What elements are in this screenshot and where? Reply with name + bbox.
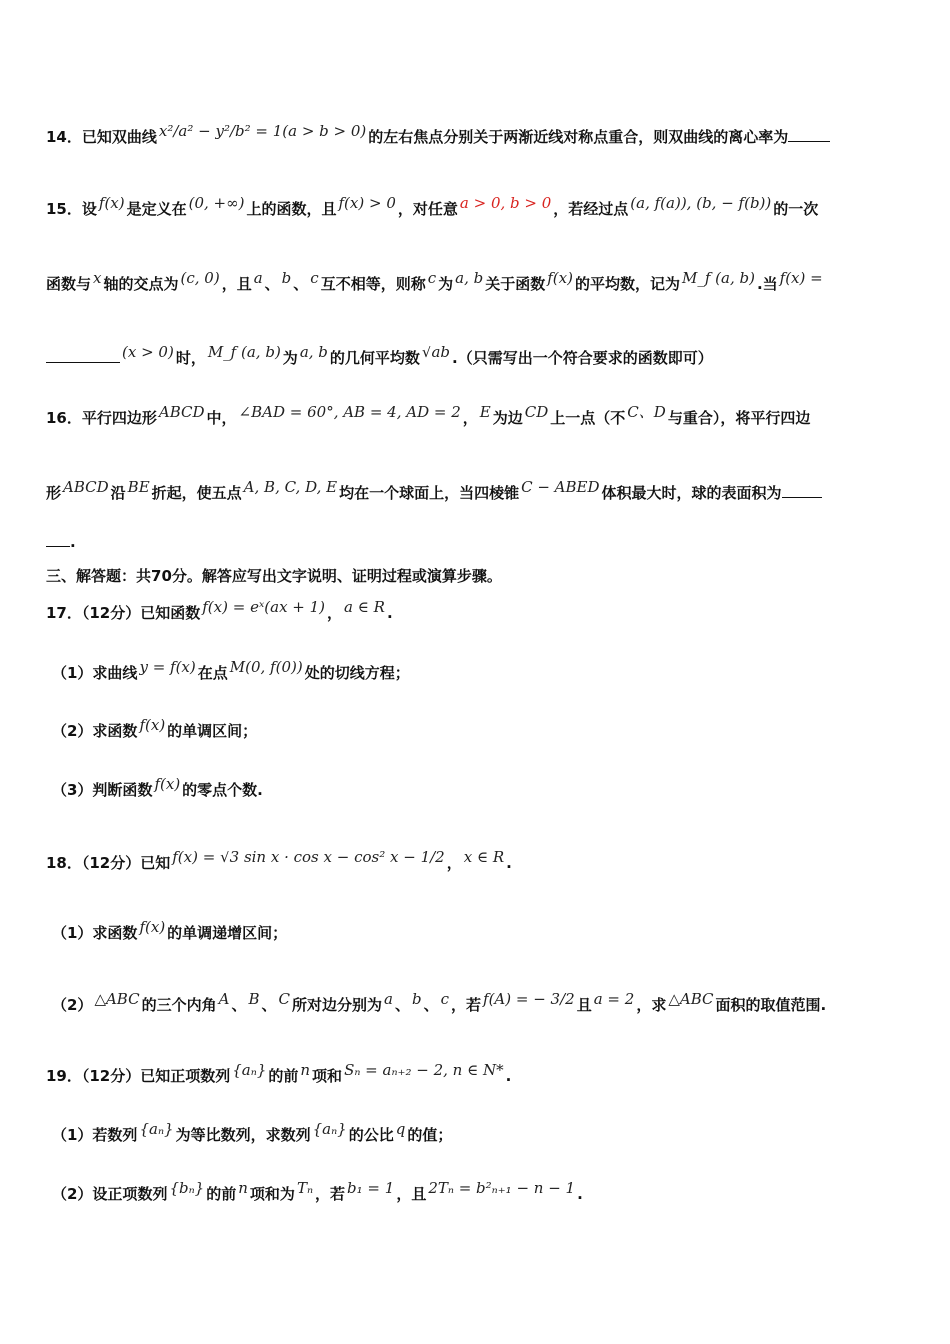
problem-text: 沿 [110,484,126,502]
problem-text: 、 [293,275,309,293]
problem-text: 的三个内角 [141,996,217,1014]
math-expression: △ABC [94,993,140,1008]
math-expression: A [218,993,230,1008]
math-expression: ABCD [158,406,205,421]
problem-text: 的几何平均数 [329,349,420,367]
math-expression: n [238,1182,248,1197]
problem-text: 为等比数列，求数列 [175,1126,311,1144]
math-expression: M_f (a, b) [681,272,755,287]
math-expression: B [248,993,260,1008]
problem-text: 折起，使五点 [151,484,242,502]
problem-text: （1）若数列 [52,1126,138,1144]
math-expression: (x > 0) [122,346,174,361]
math-expression: ABCD [63,481,109,496]
problem-text: 面积的取值范围. [715,996,827,1014]
problem-text: 轴的交点为 [103,275,179,293]
math-expression: q [395,1123,406,1138]
math-expression: n [300,1064,311,1079]
problem-19-part-1 [52,1123,922,1147]
problem-16-line-2 [46,481,916,505]
problem-18-part-1 [52,921,922,945]
problem-text: 是定义在 [126,200,187,218]
problem-text: 函数与 [46,275,92,293]
problem-18-part-2 [52,993,922,1017]
problem-text: . [506,854,512,872]
problem-number: 15． [46,200,82,218]
problem-text: ， [327,604,343,622]
math-expression: a = 2 [593,993,635,1008]
problem-text: ， [446,854,462,872]
problem-text: 项和为 [249,1185,295,1203]
problem-text: （2）设正项数列 [52,1185,168,1203]
math-expression: a [253,272,263,287]
math-expression: ∠BAD = 60°, AB = 4, AD = 2 [238,406,461,421]
math-expression: b₁ = 1 [347,1182,395,1197]
problem-text: （12分）已知函数 [81,604,201,622]
problem-15-line-1 [46,197,916,221]
problem-text: . [70,533,76,551]
math-expression: √ab [421,346,451,361]
math-expression: C、D [627,406,666,421]
math-expression: f(x) [139,719,166,734]
problem-text: ，若 [315,1185,346,1203]
problem-text: 处的切线方程； [304,664,410,682]
math-expression: △ABC [668,993,714,1008]
answer-blank [782,483,822,498]
problem-text: 、 [394,996,410,1014]
math-expression: x ∈ R [463,851,505,866]
math-expression: x [93,272,102,287]
problem-number: 14． [46,128,82,146]
problem-16-line-3 [46,530,916,554]
math-expression: BE [127,481,150,496]
problem-text: 且 [576,996,592,1014]
problem-text: 互不相等，则称 [320,275,426,293]
problem-text: 、 [231,996,247,1014]
problem-text: ，对任意 [397,200,458,218]
math-expression: C [278,993,290,1008]
math-expression: M(0, f(0)) [229,661,303,676]
problem-text: 、 [261,996,277,1014]
problem-text: （3）判断函数 [52,781,153,799]
problem-15-line-3 [46,346,916,370]
math-expression: CD [524,406,549,421]
problem-text: 均在一个球面上，当四棱锥 [339,484,520,502]
problem-19-part-2 [52,1182,922,1206]
math-expression: a, b [455,272,484,287]
problem-number: 19． [46,1067,82,1085]
math-expression: {aₙ} [312,1123,347,1138]
math-expression: Sₙ = aₙ₊₂ − 2, n ∈ N* [344,1064,504,1079]
math-expression: {aₙ} [139,1123,174,1138]
math-expression: a ∈ R [344,601,385,616]
problem-text: ，若 [451,996,482,1014]
problem-text: （1）求曲线 [52,664,138,682]
math-expression: f(A) = − 3/2 [483,993,575,1008]
hyperbola-equation: x²/a² − y²/b² = 1(a > b > 0) [158,125,367,140]
problem-number: 18． [46,854,82,872]
math-expression: M_f (a, b) [207,346,281,361]
math-expression: C − ABED [521,481,600,496]
problem-text: 设 [81,200,97,218]
problem-text: .当 [756,275,778,293]
problem-text: ，且 [396,1185,427,1203]
problem-17-part-2 [52,719,922,743]
problem-text: 平行四边形 [81,409,157,427]
problem-text: 形 [46,484,62,502]
problem-text: ，且 [221,275,252,293]
math-expression: (c, 0) [180,272,220,287]
problem-text: （12分）已知正项数列 [81,1067,231,1085]
problem-17 [46,601,916,625]
problem-text: 时， [175,349,206,367]
problem-number: 16． [46,409,82,427]
problem-text: 已知双曲线 [81,128,157,146]
math-expression: f(x) [139,921,166,936]
problem-16-line-1 [46,406,916,430]
problem-text: 上的函数，且 [246,200,337,218]
problem-number: 17． [46,604,82,622]
problem-text: （12分）已知 [81,854,171,872]
problem-text: 的零点个数. [182,781,263,799]
math-expression: f(x) = [779,272,823,287]
section-heading: 三、解答题：共70分。解答应写出文字说明、证明过程或演算步骤。 [46,567,502,585]
math-expression: f(x) [154,778,181,793]
problem-19 [46,1064,916,1088]
math-expression: b [281,272,292,287]
math-expression: c [427,272,437,287]
math-expression: f(x) = √3 sin x · cos x − cos² x − 1/2 [172,851,445,866]
problem-text: 的单调区间； [167,722,258,740]
problem-text: 的值； [407,1126,453,1144]
problem-text: 项和 [312,1067,343,1085]
problem-text: . [505,1067,512,1085]
math-expression: c [440,993,450,1008]
math-expression: (0, +∞) [188,197,245,212]
problem-14 [46,125,916,149]
problem-17-part-1 [52,661,922,685]
problem-text: 、 [264,275,280,293]
math-expression: Tₙ [296,1182,314,1197]
problem-text: .（只需写出一个符合要求的函数即可） [452,349,713,367]
math-expression: {bₙ} [169,1182,205,1197]
math-expression: A, B, C, D, E [243,481,338,496]
problem-17-part-3 [52,778,922,802]
problem-text: 关于函数 [485,275,546,293]
math-expression: a, b [299,346,328,361]
problem-text: （1）求函数 [52,924,138,942]
problem-text: 上一点（不 [550,409,626,427]
problem-text: 的前 [268,1067,299,1085]
problem-text: ，若经过点 [553,200,629,218]
problem-text: 为边 [492,409,523,427]
problem-text: ， [462,409,478,427]
problem-text: 与重合），将平行四边 [667,409,811,427]
problem-text: 的左右焦点分别关于两渐近线对称点重合，则双曲线的离心率为 [368,128,789,146]
math-expression: f(x) [98,197,125,212]
problem-text: （2） [52,996,93,1014]
math-expression: y = f(x) [139,661,196,676]
problem-text: 的一次 [773,200,819,218]
problem-text: 为 [438,275,454,293]
problem-text: 的单调递增区间； [167,924,288,942]
math-expression: 2Tₙ = b²ₙ₊₁ − n − 1 [428,1182,576,1197]
problem-text: 体积最大时，球的表面积为 [601,484,782,502]
problem-text: 所对边分别为 [292,996,383,1014]
problem-text: 在点 [197,664,228,682]
math-expression: b [411,993,422,1008]
answer-blank [46,532,70,547]
problem-text: 的公比 [348,1126,394,1144]
problem-text: （2）求函数 [52,722,138,740]
problem-text: . [577,1185,583,1203]
problem-text: 的前 [206,1185,237,1203]
math-expression: a [384,993,393,1008]
math-expression: (a, f(a)), (b, − f(b)) [630,197,772,212]
answer-blank [46,348,120,363]
math-expression-highlighted: a > 0, b > 0 [459,197,552,212]
problem-text: 、 [423,996,439,1014]
problem-text: 为 [282,349,298,367]
problem-text: ，求 [636,996,667,1014]
problem-text: 的平均数，记为 [574,275,680,293]
math-expression: E [479,406,491,421]
math-expression: f(x) = eˣ(ax + 1) [202,601,326,616]
problem-text: . [386,604,393,622]
math-expression: f(x) [547,272,573,287]
math-expression: f(x) > 0 [338,197,396,212]
math-expression: c [310,272,319,287]
problem-text: 中， [206,409,237,427]
problem-15-line-2 [46,272,916,296]
problem-18 [46,851,916,875]
math-expression: {aₙ} [232,1064,267,1079]
answer-blank [788,127,830,142]
